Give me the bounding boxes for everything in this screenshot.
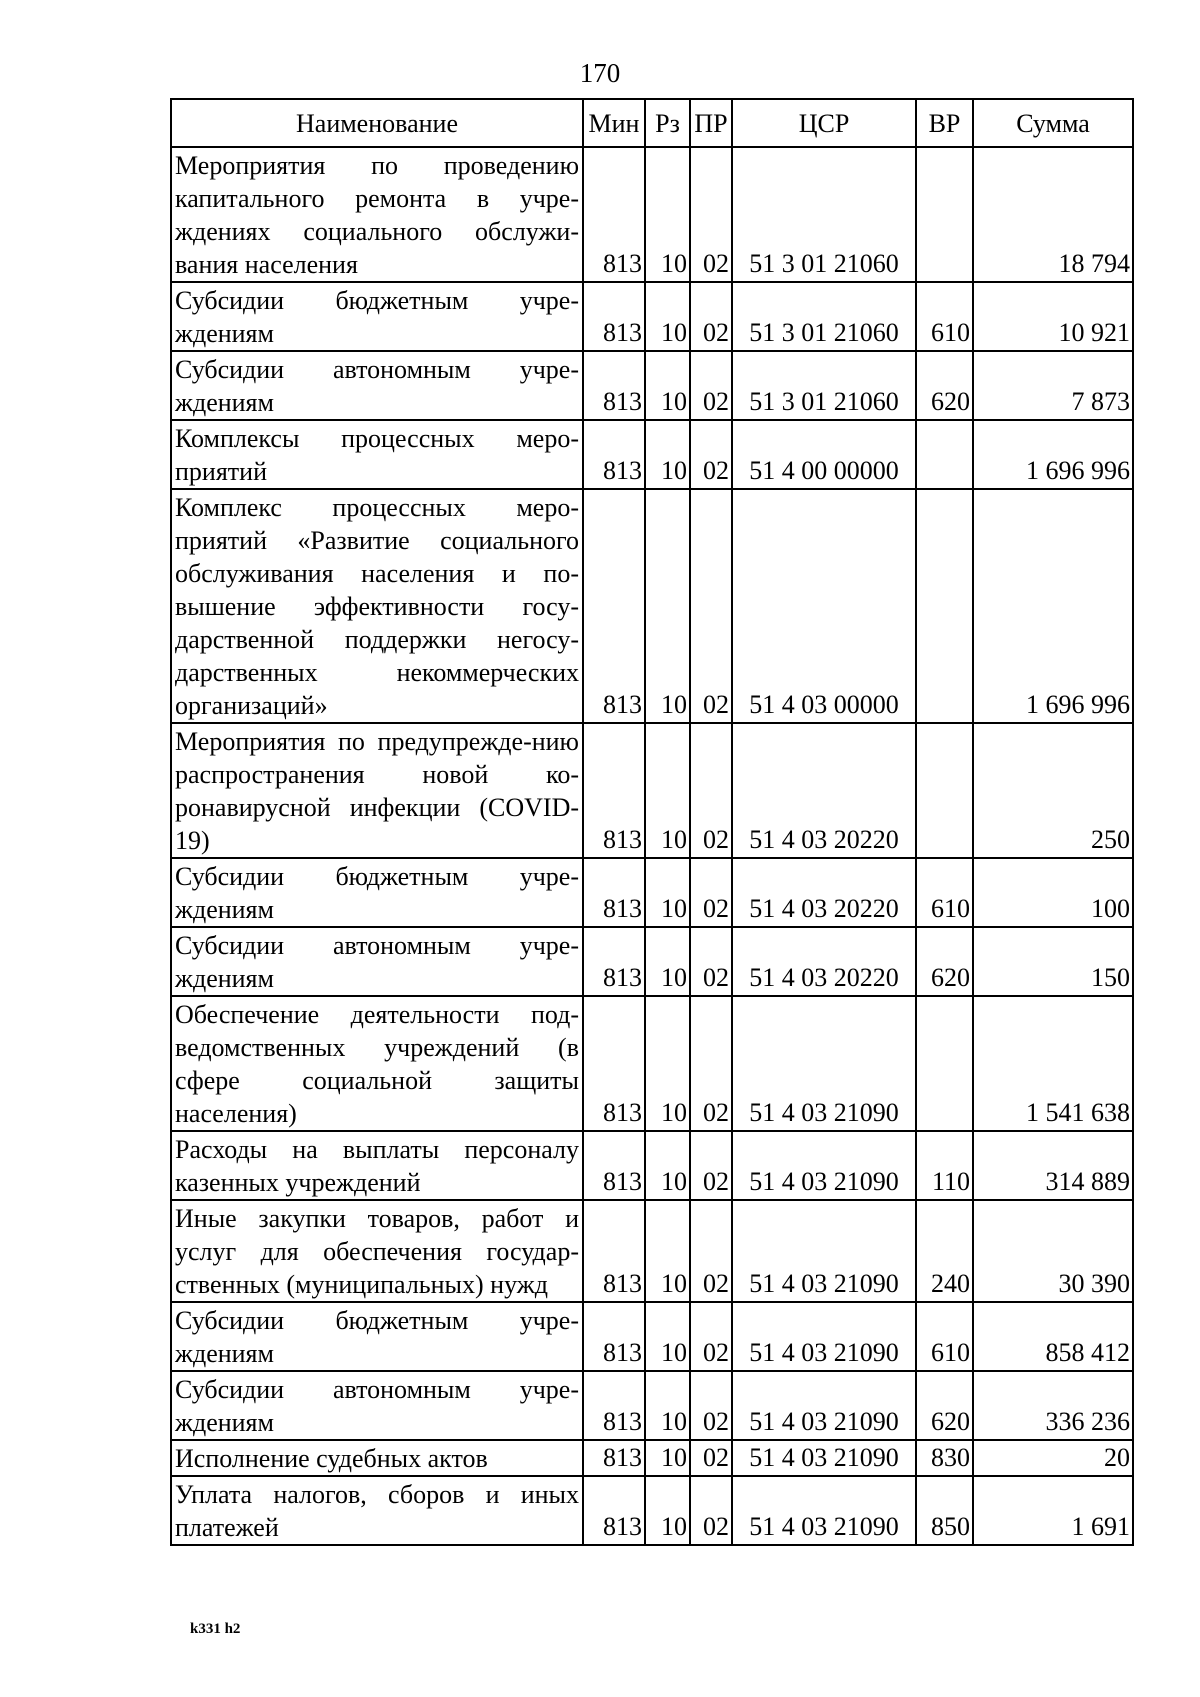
row-sum: 30 390: [973, 1200, 1133, 1302]
row-csr: 51 3 01 21060: [732, 147, 916, 282]
row-min: 813: [583, 1371, 645, 1440]
row-name: Уплата налогов, сборов и иных платежей: [171, 1476, 583, 1545]
row-pr: 02: [690, 927, 732, 996]
row-pr: 02: [690, 996, 732, 1131]
row-min: 813: [583, 723, 645, 858]
row-vr: 610: [916, 858, 973, 927]
row-sum: 1 691: [973, 1476, 1133, 1545]
row-name: Субсидии автономным учре-ждениям: [171, 927, 583, 996]
row-csr: 51 4 03 20220: [732, 858, 916, 927]
page-number: 170: [579, 58, 621, 88]
row-csr: 51 4 03 21090: [732, 1302, 916, 1371]
row-name: Комплексы процессных меро-приятий: [171, 420, 583, 489]
row-name: Иные закупки товаров, работ и услуг для обеспечения государ-ственных (муниципальных) нужд: [171, 1200, 583, 1302]
row-vr: 620: [916, 1371, 973, 1440]
row-csr: 51 4 03 00000: [732, 489, 916, 723]
row-vr: 610: [916, 1302, 973, 1371]
table-row: [171, 489, 1133, 723]
table-row: [171, 927, 1133, 996]
header-sum: Сумма: [973, 99, 1133, 147]
row-rz: 10: [645, 1476, 690, 1545]
row-rz: 10: [645, 927, 690, 996]
row-name: Мероприятия по предупрежде-нию распространения новой ко-ронавирусной инфекции (COVID-19): [171, 723, 583, 858]
row-csr: 51 4 03 20220: [732, 723, 916, 858]
row-min: 813: [583, 927, 645, 996]
header-name: Наименование: [171, 99, 583, 147]
row-rz: 10: [645, 1131, 690, 1200]
row-name: Обеспечение деятельности под-ведомственных учреждений (в сфере социальной защиты населения): [171, 996, 583, 1131]
row-sum: 150: [973, 927, 1133, 996]
row-csr: 51 4 00 00000: [732, 420, 916, 489]
table-row: [171, 282, 1133, 351]
row-pr: 02: [690, 1302, 732, 1371]
row-sum: 7 873: [973, 351, 1133, 420]
table-row: [171, 147, 1133, 282]
header-min: Мин: [583, 99, 645, 147]
row-sum: 100: [973, 858, 1133, 927]
row-min: 813: [583, 351, 645, 420]
row-vr: [916, 420, 973, 489]
row-rz: 10: [645, 723, 690, 858]
row-pr: 02: [690, 1371, 732, 1440]
header-csr: ЦСР: [732, 99, 916, 147]
row-pr: 02: [690, 1440, 732, 1476]
row-min: 813: [583, 1131, 645, 1200]
row-min: 813: [583, 996, 645, 1131]
row-pr: 02: [690, 1131, 732, 1200]
row-sum: 18 794: [973, 147, 1133, 282]
header-vr: ВР: [916, 99, 973, 147]
row-rz: 10: [645, 489, 690, 723]
row-name: Мероприятия по проведению капитального ремонта в учре-ждениях социального обслужи-вания населения: [171, 147, 583, 282]
row-vr: [916, 489, 973, 723]
table-row: [171, 420, 1133, 489]
row-rz: 10: [645, 858, 690, 927]
header-rz: Рз: [645, 99, 690, 147]
row-sum: 1 696 996: [973, 489, 1133, 723]
row-csr: 51 4 03 21090: [732, 1476, 916, 1545]
row-vr: 620: [916, 927, 973, 996]
row-sum: 1 696 996: [973, 420, 1133, 489]
row-rz: 10: [645, 282, 690, 351]
row-name: Субсидии автономным учре-ждениям: [171, 1371, 583, 1440]
row-sum: 10 921: [973, 282, 1133, 351]
row-vr: 240: [916, 1200, 973, 1302]
row-name: Комплекс процессных меро-приятий «Развитие социального обслуживания населения и по-вышение эффективности госу-дарственной поддержки негосу-дарственных некоммерческих организаций»: [171, 489, 583, 723]
row-vr: 850: [916, 1476, 973, 1545]
row-csr: 51 4 03 21090: [732, 1371, 916, 1440]
row-pr: 02: [690, 351, 732, 420]
row-csr: 51 4 03 21090: [732, 1131, 916, 1200]
row-min: 813: [583, 282, 645, 351]
document-code: k331 h2: [190, 1621, 241, 1637]
row-vr: 620: [916, 351, 973, 420]
row-sum: 20: [973, 1440, 1133, 1476]
row-csr: 51 4 03 21090: [732, 1440, 916, 1476]
row-min: 813: [583, 420, 645, 489]
row-csr: 51 4 03 20220: [732, 927, 916, 996]
table-row: [171, 1476, 1133, 1545]
row-min: 813: [583, 858, 645, 927]
row-sum: 858 412: [973, 1302, 1133, 1371]
row-csr: 51 3 01 21060: [732, 351, 916, 420]
row-rz: 10: [645, 1440, 690, 1476]
row-pr: 02: [690, 723, 732, 858]
row-rz: 10: [645, 1200, 690, 1302]
row-pr: 02: [690, 489, 732, 723]
row-csr: 51 4 03 21090: [732, 1200, 916, 1302]
row-pr: 02: [690, 858, 732, 927]
row-name: Субсидии автономным учре-ждениям: [171, 351, 583, 420]
row-sum: 314 889: [973, 1131, 1133, 1200]
row-name: Расходы на выплаты персоналу казенных учреждений: [171, 1131, 583, 1200]
table-row: [171, 723, 1133, 858]
row-vr: 610: [916, 282, 973, 351]
row-min: 813: [583, 1476, 645, 1545]
row-vr: [916, 723, 973, 858]
row-pr: 02: [690, 1476, 732, 1545]
table-row: [171, 858, 1133, 927]
row-vr: 110: [916, 1131, 973, 1200]
row-csr: 51 4 03 21090: [732, 996, 916, 1131]
row-sum: 1 541 638: [973, 996, 1133, 1131]
table-row: [171, 1440, 1133, 1476]
budget-table: [170, 98, 1134, 1546]
row-rz: 10: [645, 147, 690, 282]
table-row: [171, 1302, 1133, 1371]
table-row: [171, 1371, 1133, 1440]
row-rz: 10: [645, 996, 690, 1131]
table-row: [171, 351, 1133, 420]
row-vr: [916, 147, 973, 282]
row-pr: 02: [690, 420, 732, 489]
row-pr: 02: [690, 147, 732, 282]
row-rz: 10: [645, 1302, 690, 1371]
row-min: 813: [583, 489, 645, 723]
row-rz: 10: [645, 1371, 690, 1440]
row-sum: 336 236: [973, 1371, 1133, 1440]
row-name: Субсидии бюджетным учре-ждениям: [171, 858, 583, 927]
row-rz: 10: [645, 351, 690, 420]
row-min: 813: [583, 1302, 645, 1371]
table-row: [171, 1131, 1133, 1200]
row-name: Субсидии бюджетным учре-ждениям: [171, 1302, 583, 1371]
row-sum: 250: [973, 723, 1133, 858]
row-vr: [916, 996, 973, 1131]
table-header-row: [171, 99, 1133, 147]
row-name: Субсидии бюджетным учре-ждениям: [171, 282, 583, 351]
row-name: Исполнение судебных актов: [171, 1440, 583, 1476]
row-vr: 830: [916, 1440, 973, 1476]
row-min: 813: [583, 1200, 645, 1302]
row-min: 813: [583, 147, 645, 282]
table-row: [171, 1200, 1133, 1302]
row-pr: 02: [690, 282, 732, 351]
table-row: [171, 996, 1133, 1131]
row-min: 813: [583, 1440, 645, 1476]
row-pr: 02: [690, 1200, 732, 1302]
header-pr: ПР: [690, 99, 732, 147]
row-rz: 10: [645, 420, 690, 489]
row-csr: 51 3 01 21060: [732, 282, 916, 351]
